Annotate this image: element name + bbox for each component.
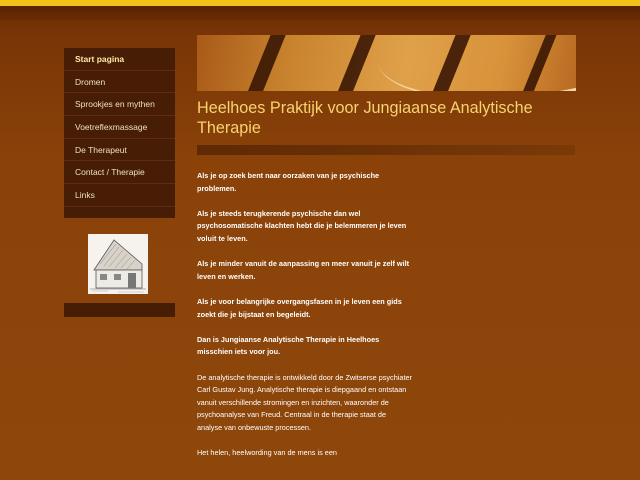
- body-paragraph-1: De analytische therapie is ontwikkeld door de Zwitserse psychiater Carl Gustav Jung. Analytische therapie is diepgaand en ontstaan vanuit verschillende stromingen en inzichten, waaronder de psychoanalyse van Freud. Centraal in de therapie staat de analyse van onbewuste processen.: [197, 372, 412, 432]
- nav-item-links[interactable]: Links: [64, 184, 175, 207]
- intro-paragraph-4: Als je voor belangrijke overgangsfasen in je leven een gids zoekt die je bijstaat en begeleidt.: [197, 296, 402, 319]
- nav-list: [64, 48, 175, 207]
- body-paragraph-2: Het helen, heelwording van de mens is een: [197, 448, 337, 458]
- page-title: Heelhoes Praktijk voor Jungiaanse Analytische Therapie: [197, 99, 533, 137]
- intro-paragraph-5: Dan is Jungiaanse Analytische Therapie in Heelhoes misschien iets voor jou.: [197, 334, 380, 357]
- farmhouse-sketch-image: [88, 234, 148, 294]
- feather-quill: [372, 35, 576, 91]
- main-content: [197, 170, 412, 472]
- nav-item-dromen[interactable]: Dromen: [64, 71, 175, 94]
- sidebar-nav: [64, 48, 175, 218]
- sidebar-bottom-bar: [64, 303, 175, 317]
- feather-stripe: [241, 35, 288, 91]
- nav-item-de-therapeut[interactable]: De Therapeut: [64, 139, 175, 162]
- nav-item-sprookjes-en-mythen[interactable]: Sprookjes en mythen: [64, 93, 175, 116]
- intro-paragraph-1: Als je op zoek bent naar oorzaken van je psychische problemen.: [197, 171, 380, 193]
- header-feather-image: [197, 35, 576, 91]
- intro-paragraph-2: Als je steeds terugkerende psychische dan wel psychosomatische klachten hebt die je belemmeren je leven voluit te leven.: [197, 208, 407, 243]
- sidebar-photo-area: [64, 226, 175, 301]
- title-divider-bar: [197, 145, 575, 155]
- feather-stripe: [331, 35, 378, 91]
- nav-item-start-pagina[interactable]: Start pagina: [64, 48, 175, 71]
- top-band: [0, 6, 640, 20]
- farmhouse-sketch-icon: [88, 234, 148, 294]
- nav-item-contact-therapie[interactable]: Contact / Therapie: [64, 161, 175, 184]
- intro-paragraph-3: Als je minder vanuit de aanpassing en meer vanuit je zelf wilt leven en werken.: [197, 259, 410, 281]
- nav-item-voetreflexmassage[interactable]: Voetreflexmassage: [64, 116, 175, 139]
